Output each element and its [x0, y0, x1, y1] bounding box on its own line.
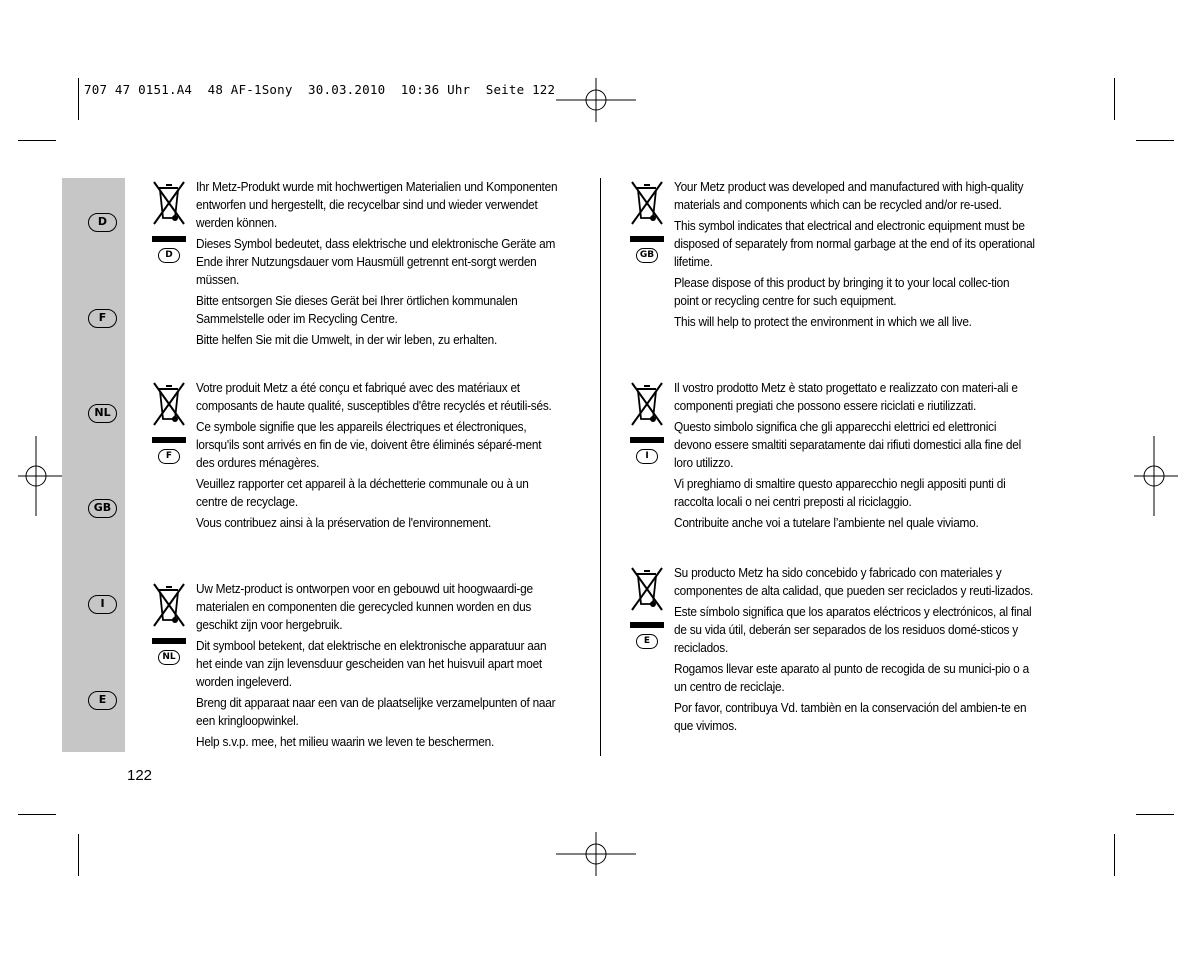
section-text: [196, 178, 558, 352]
registration-mark-icon: [556, 832, 636, 876]
crossed-out-wheelie-bin-icon: [629, 566, 665, 612]
crop-mark: [1136, 140, 1174, 141]
paragraph: Questo simbolo significa che gli apparecchi elettrici ed elettronici devono essere smaltiti separatamente dai rifiuti domestici alla fine del loro utilizzo.: [674, 420, 1021, 470]
paragraph: Bitte helfen Sie mit die Umwelt, in der wir leben, zu erhalten.: [196, 333, 498, 347]
registration-mark-icon: [556, 78, 636, 122]
language-badge: GB: [636, 248, 658, 263]
column-divider: [600, 178, 601, 756]
registration-mark-icon: [18, 436, 62, 516]
language-badge: D: [158, 248, 180, 263]
crop-mark: [78, 834, 79, 876]
paragraph: Por favor, contribuya Vd. tambièn en la conservación del ambien-te en que vivimos.: [674, 701, 1027, 733]
crossed-out-wheelie-bin-icon: [629, 180, 665, 226]
paragraph: Uw Metz-product is ontworpen voor en gebouwd uit hoogwaardi-ge materialen en componenten die gerecycled kunnen worden en dus geschikt zijn voor hergebruik.: [196, 582, 533, 632]
crossed-out-wheelie-bin-icon: [151, 381, 187, 427]
crop-mark: [18, 814, 56, 815]
symbol-bar: [152, 638, 186, 644]
lang-tab-gb[interactable]: GB: [88, 499, 117, 518]
language-badge: NL: [158, 650, 180, 665]
section-text: [196, 580, 558, 754]
symbol-bar: [152, 437, 186, 443]
paragraph: This symbol indicates that electrical and electronic equipment must be disposed of separately from normal garbage at the end of its operational lifetime.: [674, 219, 1035, 269]
crop-mark: [1136, 814, 1174, 815]
lang-tab-d[interactable]: D: [88, 213, 117, 232]
crossed-out-wheelie-bin-icon: [151, 180, 187, 226]
lang-tab-e[interactable]: E: [88, 691, 117, 710]
paragraph: Bitte entsorgen Sie dieses Gerät bei Ihrer örtlichen kommunalen Sammelstelle oder im Recycling Centre.: [196, 294, 518, 326]
registration-mark-icon: [1134, 436, 1178, 516]
language-badge: F: [158, 449, 180, 464]
paragraph: Rogamos llevar este aparato al punto de recogida de su munici-pio o a un centro de reciclaje.: [674, 662, 1029, 694]
paragraph: Ce symbole signifie que les appareils électriques et électroniques, lorsqu'ils sont arrivés en fin de vie, doivent être éliminés séparé-ment des ordures ménagères.: [196, 420, 542, 470]
paragraph: This will help to protect the environment in which we all live.: [674, 315, 972, 329]
paragraph: Il vostro prodotto Metz è stato progettato e realizzato con materi-ali e componenti pregiati che possono essere riciclati e riutilizzati.: [674, 381, 1018, 413]
paragraph: Help s.v.p. mee, het milieu waarin we leven te beschermen.: [196, 735, 495, 749]
symbol-bar: [630, 236, 664, 242]
lang-tab-f[interactable]: F: [88, 309, 117, 328]
paragraph: Contribuite anche voi a tutelare l’ambiente nel quale viviamo.: [674, 516, 979, 530]
paragraph: Dit symbool betekent, dat elektrische en elektronische apparatuur aan het einde van zijn levensduur gescheiden van het huisvuil apart moet worden ingeleverd.: [196, 639, 547, 689]
paragraph: Su producto Metz ha sido concebido y fabricado con materiales y componentes de alta calidad, que pueden ser reciclados y reuti-lizados.: [674, 566, 1034, 598]
paragraph: Your Metz product was developed and manufactured with high-quality materials and components which can be recycled and/or re-used.: [674, 180, 1024, 212]
language-badge: I: [636, 449, 658, 464]
section-text: [674, 379, 1036, 535]
crossed-out-wheelie-bin-icon: [629, 381, 665, 427]
paragraph: Vi preghiamo di smaltire questo apparecchio negli appositi punti di raccolta locali o nei centri preposti al riciclaggio.: [674, 477, 1006, 509]
section-text: [196, 379, 558, 535]
paragraph: Votre produit Metz a été conçu et fabriqué avec des matériaux et composants de haute qualité, susceptibles d'être recyclés et réutili-sés.: [196, 381, 552, 413]
paragraph: Ihr Metz-Produkt wurde mit hochwertigen Materialien und Komponenten entworfen und hergestellt, die recycelbar sind und wieder verwendet werden können.: [196, 180, 558, 230]
paragraph: Please dispose of this product by bringing it to your local collec-tion point or recycling centre for such equipment.: [674, 276, 1010, 308]
crossed-out-wheelie-bin-icon: [151, 582, 187, 628]
page-number: 122: [127, 767, 153, 784]
paragraph: Este símbolo significa que los aparatos eléctricos y electrónicos, al final de su vida útil, deberán ser separados de los residuos domé-sticos y reciclados.: [674, 605, 1032, 655]
section-text: [674, 178, 1036, 334]
section-text: [674, 564, 1036, 738]
crop-mark: [1114, 834, 1115, 876]
paragraph: Veuillez rapporter cet appareil à la déchetterie communale ou à un centre de recyclage.: [196, 477, 529, 509]
crop-mark: [1114, 78, 1115, 120]
paragraph: Breng dit apparaat naar een van de plaatselijke verzamelpunten of naar een kringloopwinkel.: [196, 696, 556, 728]
paragraph: Vous contribuez ainsi à la préservation de l'environnement.: [196, 516, 492, 530]
crop-mark: [18, 140, 56, 141]
symbol-bar: [630, 437, 664, 443]
symbol-bar: [630, 622, 664, 628]
language-sidebar: [62, 178, 125, 752]
paragraph: Dieses Symbol bedeutet, dass elektrische und elektronische Geräte am Ende ihrer Nutzungsdauer vom Hausmüll getrennt ent-sorgt werden müssen.: [196, 237, 556, 287]
crop-mark: [78, 78, 79, 120]
language-badge: E: [636, 634, 658, 649]
lang-tab-i[interactable]: I: [88, 595, 117, 614]
print-header: 707 47 0151.A4 48 AF-1Sony 30.03.2010 10:36 Uhr Seite 122: [84, 82, 556, 97]
lang-tab-nl[interactable]: NL: [88, 404, 117, 423]
symbol-bar: [152, 236, 186, 242]
